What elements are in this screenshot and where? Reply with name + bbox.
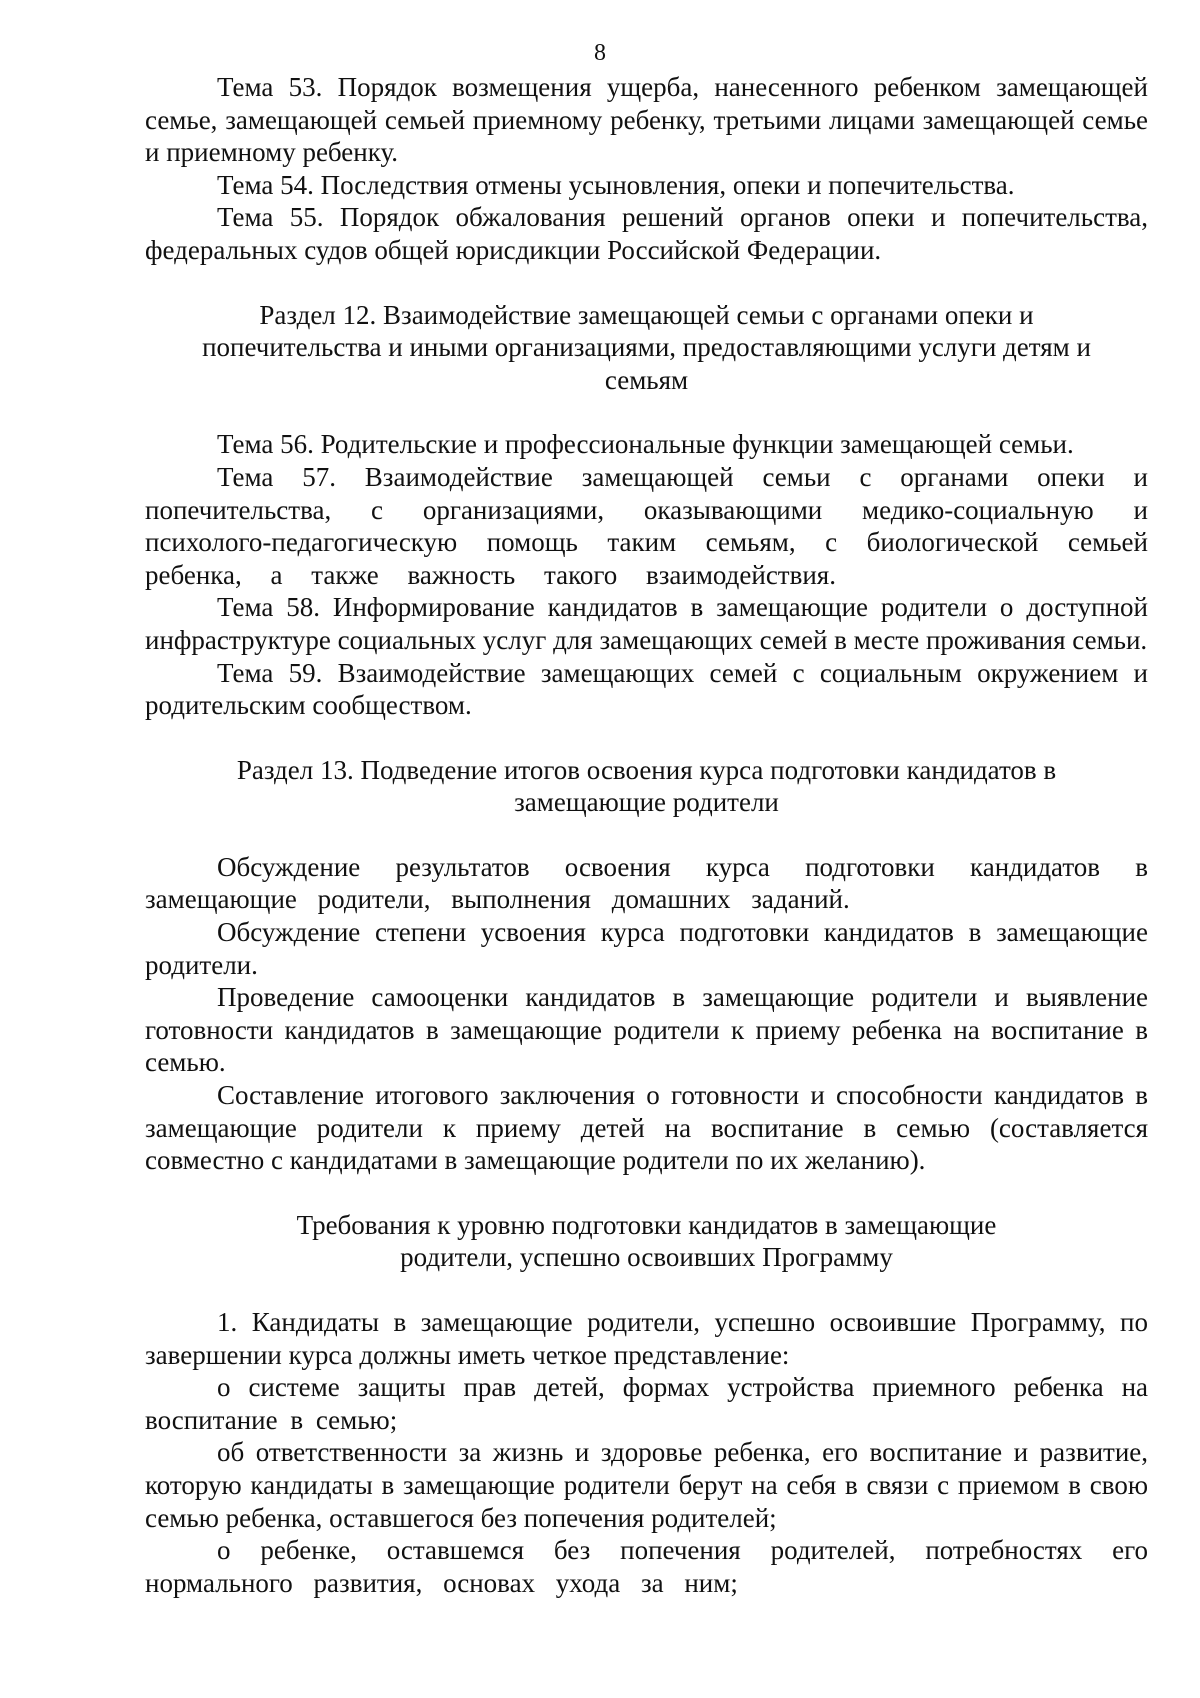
section-13-heading-line: замещающие родители — [514, 787, 779, 818]
requirements-heading-line: родители, успешно освоивших Программу — [400, 1242, 893, 1273]
paragraph-results-discussion: Обсуждение результатов освоения курса подготовки кандидатов в замещающие родители, выполнения домашних заданий. — [145, 851, 1148, 915]
section-12-heading-line: попечительства и иными организациями, предоставляющими услуги детям и — [202, 332, 1091, 363]
requirements-heading-line: Требования к уровню подготовки кандидатов в замещающие — [296, 1209, 997, 1240]
document-body — [145, 71, 1148, 1599]
section-12-heading — [145, 299, 1148, 397]
paragraph-topic-55: Тема 55. Порядок обжалования решений органов опеки и попечительства, федеральных судов общей юрисдикции Российской Федерации. — [145, 202, 1148, 265]
section-12-heading-line: Раздел 12. Взаимодействие замещающей семьи с органами опеки и — [259, 299, 1034, 330]
paragraph-topic-58: Тема 58. Информирование кандидатов в замещающие родители о доступной инфраструктуре социальных услуг для замещающих семей в месте проживания семьи. — [145, 592, 1148, 655]
paragraph-topic-56: Тема 56. Родительские и профессиональные функции замещающей семьи. — [217, 429, 1074, 460]
paragraph-topic-54: Тема 54. Последствия отмены усыновления, опеки и попечительства. — [217, 169, 1015, 200]
paragraph-child-rights: о системе защиты прав детей, формах устройства приемного ребенка на воспитание в семью; — [145, 1372, 1148, 1435]
paragraph-topic-57: Тема 57. Взаимодействие замещающей семьи с органами опеки и попечительства, с организациями, оказывающими медико-социальную и психолого-педагогическую помощь таким семьям, с биологической семьей ребенка, а также важность такого взаимодействия. — [145, 461, 1148, 590]
section-13-heading-line: Раздел 13. Подведение итогов освоения курса подготовки кандидатов в — [236, 754, 1057, 785]
paragraph-responsibility: об ответственности за жизнь и здоровье ребенка, его воспитание и развитие, которую кандидаты в замещающие родители берут на себя в связи с приемом в свою семью ребенка, оставшегося без попечения родителей; — [145, 1437, 1148, 1533]
paragraph-learning-discussion: Обсуждение степени усвоения курса подготовки кандидатов в замещающие родители. — [145, 917, 1148, 980]
paragraph-child-needs: о ребенке, оставшемся без попечения родителей, потребностях его нормального развития, основах ухода за ним; — [145, 1535, 1148, 1598]
paragraph-requirement-1: 1. Кандидаты в замещающие родители, успешно освоившие Программу, по завершении курса должны иметь четкое представление: — [145, 1307, 1148, 1370]
section-12-heading-line: семьям — [604, 364, 689, 395]
paragraph-self-assessment: Проведение самооценки кандидатов в замещающие родители и выявление готовности кандидатов в замещающие родители к приему ребенка на воспитание в семью. — [145, 982, 1148, 1078]
section-13-heading — [145, 754, 1148, 819]
page-number: 8 — [594, 40, 606, 66]
paragraph-final-conclusion: Составление итогового заключения о готовности и способности кандидатов в замещающие родители к приему детей на воспитание в семью (составляется совместно с кандидатами в замещающие родители по их желанию). — [145, 1080, 1148, 1176]
requirements-heading — [145, 1209, 1148, 1274]
paragraph-topic-53: Тема 53. Порядок возмещения ущерба, нанесенного ребенком замещающей семье, замещающей семьей приемному ребенку, третьими лицами замещающей семье и приемному ребенку. — [145, 72, 1148, 168]
paragraph-topic-59: Тема 59. Взаимодействие замещающих семей с социальным окружением и родительским сообществом. — [145, 657, 1148, 721]
